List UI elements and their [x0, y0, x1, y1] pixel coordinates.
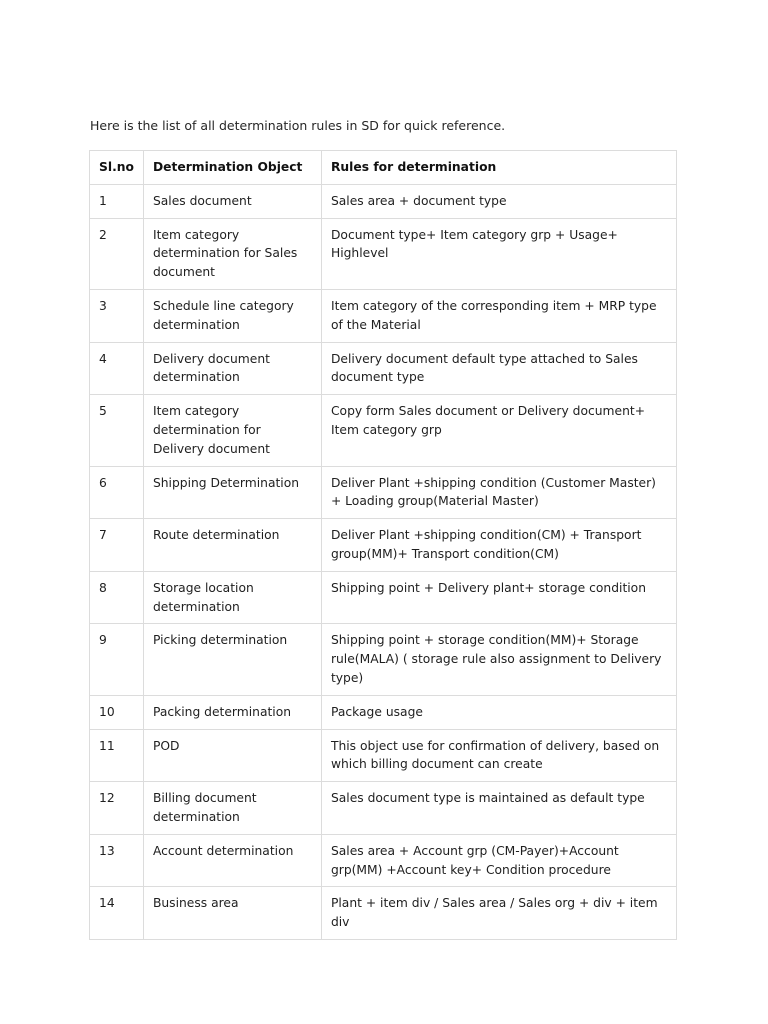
- cell-slno: 13: [90, 834, 144, 887]
- cell-rule: Shipping point + storage condition(MM)+ Storage rule(MALA) ( storage rule also assignment to Delivery type): [321, 624, 676, 695]
- cell-rule: Sales document type is maintained as default type: [321, 782, 676, 835]
- cell-slno: 2: [90, 218, 144, 289]
- cell-rule: Copy form Sales document or Delivery document+ Item category grp: [321, 395, 676, 466]
- cell-slno: 14: [90, 887, 144, 940]
- cell-slno: 10: [90, 695, 144, 729]
- table-row: [90, 782, 677, 835]
- table-row: [90, 395, 677, 466]
- cell-rule: Delivery document default type attached to Sales document type: [321, 342, 676, 395]
- cell-rule: Document type+ Item category grp + Usage+ Highlevel: [321, 218, 676, 289]
- cell-determination-object: Item category determination for Delivery document: [143, 395, 321, 466]
- cell-slno: 7: [90, 519, 144, 572]
- table-header-row: [90, 151, 677, 185]
- cell-slno: 4: [90, 342, 144, 395]
- cell-determination-object: Business area: [143, 887, 321, 940]
- table-row: [90, 289, 677, 342]
- cell-rule: Sales area + document type: [321, 184, 676, 218]
- cell-slno: 5: [90, 395, 144, 466]
- cell-rule: This object use for confirmation of delivery, based on which billing document can create: [321, 729, 676, 782]
- header-slno: Sl.no: [90, 151, 144, 185]
- cell-determination-object: Storage location determination: [143, 571, 321, 624]
- cell-determination-object: Billing document determination: [143, 782, 321, 835]
- cell-rule: Shipping point + Delivery plant+ storage condition: [321, 571, 676, 624]
- table-row: [90, 887, 677, 940]
- table-row: [90, 695, 677, 729]
- cell-rule: Deliver Plant +shipping condition(CM) + Transport group(MM)+ Transport condition(CM): [321, 519, 676, 572]
- cell-slno: 8: [90, 571, 144, 624]
- cell-determination-object: Picking determination: [143, 624, 321, 695]
- cell-determination-object: Sales document: [143, 184, 321, 218]
- cell-determination-object: POD: [143, 729, 321, 782]
- header-rules: Rules for determination: [321, 151, 676, 185]
- cell-slno: 11: [90, 729, 144, 782]
- intro-text: Here is the list of all determination rules in SD for quick reference.: [90, 117, 506, 133]
- table-row: [90, 466, 677, 519]
- cell-slno: 6: [90, 466, 144, 519]
- cell-slno: 12: [90, 782, 144, 835]
- cell-rule: Plant + item div / Sales area / Sales org + div + item div: [321, 887, 676, 940]
- table-row: [90, 342, 677, 395]
- cell-determination-object: Delivery document determination: [143, 342, 321, 395]
- cell-determination-object: Item category determination for Sales document: [143, 218, 321, 289]
- cell-rule: Item category of the corresponding item + MRP type of the Material: [321, 289, 676, 342]
- cell-slno: 9: [90, 624, 144, 695]
- table-body: [90, 184, 677, 939]
- cell-rule: Deliver Plant +shipping condition (Customer Master) + Loading group(Material Master): [321, 466, 676, 519]
- determination-rules-table: [89, 150, 677, 940]
- cell-determination-object: Route determination: [143, 519, 321, 572]
- cell-determination-object: Account determination: [143, 834, 321, 887]
- table-row: [90, 624, 677, 695]
- cell-determination-object: Schedule line category determination: [143, 289, 321, 342]
- table-row: [90, 571, 677, 624]
- table-row: [90, 834, 677, 887]
- table-row: [90, 729, 677, 782]
- table-row: [90, 519, 677, 572]
- cell-rule: Sales area + Account grp (CM-Payer)+Account grp(MM) +Account key+ Condition procedure: [321, 834, 676, 887]
- cell-slno: 1: [90, 184, 144, 218]
- cell-slno: 3: [90, 289, 144, 342]
- cell-determination-object: Shipping Determination: [143, 466, 321, 519]
- cell-rule: Package usage: [321, 695, 676, 729]
- cell-determination-object: Packing determination: [143, 695, 321, 729]
- table-row: [90, 218, 677, 289]
- header-determination-object: Determination Object: [143, 151, 321, 185]
- table-row: [90, 184, 677, 218]
